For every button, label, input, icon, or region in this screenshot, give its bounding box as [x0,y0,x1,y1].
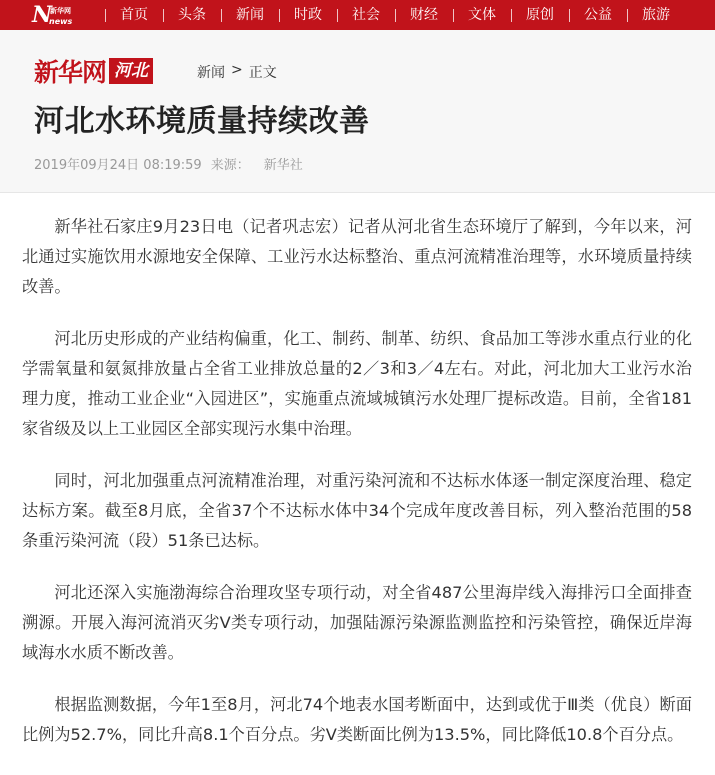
brand-name: 新华网 [34,58,107,87]
nav-item-home[interactable]: 首页 [105,0,163,30]
logo-letter: N [32,2,53,28]
breadcrumb-separator: > [231,62,243,78]
breadcrumb-news-link[interactable]: 新闻 [197,65,225,81]
nav-item-original[interactable]: 原创 [511,0,569,30]
nav-item-politics[interactable]: 时政 [279,0,337,30]
article-title: 河北水环境质量持续改善 [34,104,370,139]
breadcrumb-current: 正文 [248,65,277,81]
nav-item-travel[interactable]: 旅游 [627,0,685,30]
nav-item-culture-sports[interactable]: 文体 [453,0,511,30]
nav-item-finance[interactable]: 财经 [395,0,453,30]
article-body [22,212,692,772]
nav-menu [105,0,685,30]
article-paragraph: 河北历史形成的产业结构偏重，化工、制药、制革、纺织、食品加工等涉水重点行业的化学需氧量和氨氮排放量占全省工业排放总量的2／3和3／4左右。对此，河北加大工业污水治理力度，推动工业企业“入园进区”，实施重点流域城镇污水处理厂提标改造。目前，全省181家省级及以上工业园区全部实现污水集中治理。 [22,329,692,438]
article-header [0,30,715,193]
breadcrumb [197,62,277,82]
article-meta [34,154,303,173]
nav-item-charity[interactable]: 公益 [569,0,627,30]
article-paragraph: 根据监测数据，今年1至8月，河北74个地表水国考断面中，达到或优于Ⅲ类（优良）断面比例为52.7%，同比升高8.1个百分点。劣Ⅴ类断面比例为13.5%，同比降低10.8个百分点。 [22,695,692,744]
article-paragraph: 新华社石家庄9月23日电（记者巩志宏）记者从河北省生态环境厅了解到，今年以来，河北通过实施饮用水源地安全保障、工业污水达标整治、重点河流精准治理等，水环境质量持续改善。 [22,217,692,296]
xinhua-news-logo[interactable] [32,2,86,28]
article-paragraph: 同时，河北加强重点河流精准治理，对重污染河流和不达标水体逐一制定深度治理、稳定达标方案。截至8月底，全省37个不达标水体中34个完成年度改善目标，列入整治范围的58条重污染河流（段）51条已达标。 [22,471,692,550]
logo-news-text: news [49,17,73,26]
publish-datetime: 2019年09月24日 08:19:59 [34,158,202,173]
nav-item-headlines[interactable]: 头条 [163,0,221,30]
logo-small-text: 新华网 [50,7,71,15]
top-navigation-bar [0,0,715,30]
brand-region-badge: 河北 [109,58,153,84]
source-label: 来源： [210,158,250,173]
nav-item-news[interactable]: 新闻 [221,0,279,30]
nav-item-society[interactable]: 社会 [337,0,395,30]
article-paragraph: 河北还深入实施渤海综合治理攻坚专项行动，对全省487公里海岸线入海排污口全面排查溯源。开展入海河流消灭劣V类专项行动，加强陆源污染源监测监控和污染管控，确保近岸海域海水水质不断改善。 [22,583,692,662]
site-brand-logo[interactable] [34,54,153,88]
source-name: 新华社 [263,158,303,173]
